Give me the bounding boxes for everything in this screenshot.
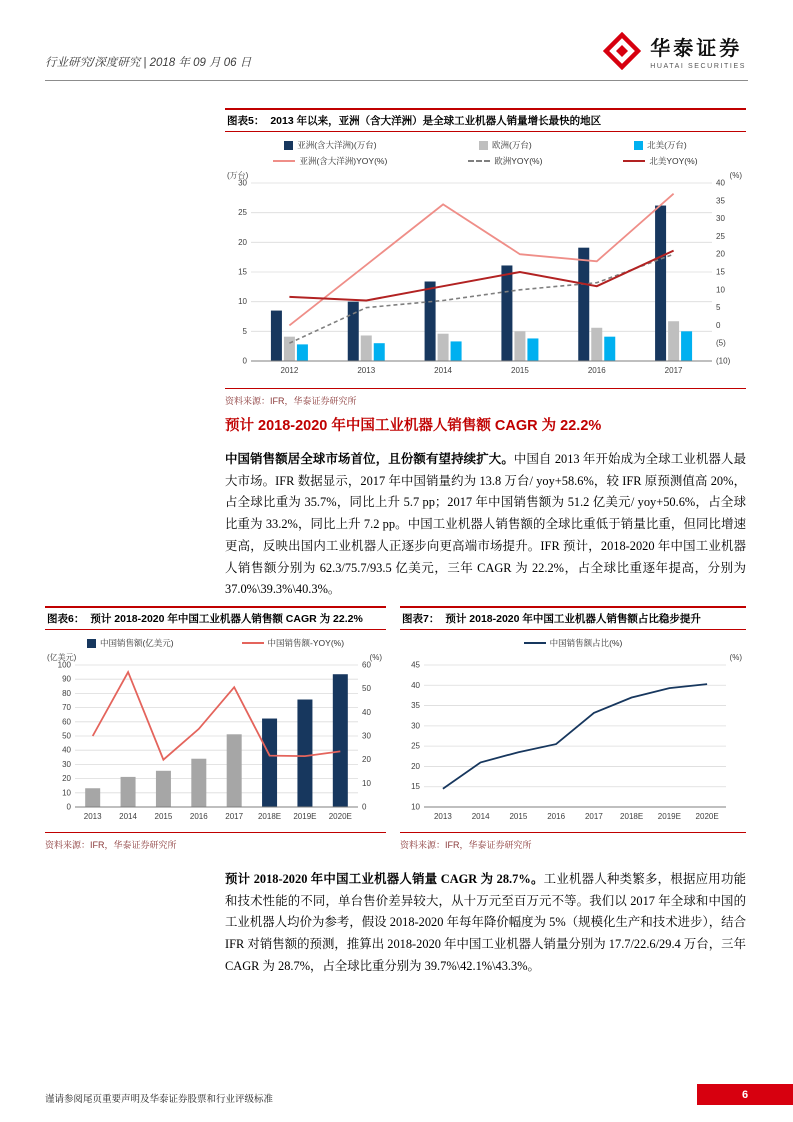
bar-series-0 (333, 674, 348, 807)
bar-series-0 (425, 281, 436, 361)
bar-series-0 (85, 788, 100, 807)
x-tick: 2019E (657, 812, 681, 821)
y-right-tick: 40 (362, 707, 371, 717)
x-tick: 2013 (357, 366, 376, 375)
figure5-caption-label: 图表5： (227, 115, 265, 127)
chart6-legend (45, 635, 386, 651)
figure-6 (45, 606, 386, 851)
bar-series-2 (451, 341, 462, 361)
bar-series-0 (121, 777, 136, 807)
legend-item (634, 139, 687, 151)
y-left-tick: 80 (62, 688, 71, 698)
figure-7 (400, 606, 746, 851)
x-tick: 2014 (471, 812, 490, 821)
legend-item (468, 155, 542, 167)
paragraph-volume-lead: 预计 2018-2020 年中国工业机器人销量 CAGR 为 28.7%。 (225, 872, 544, 886)
y-right-axis-label: (%) (369, 653, 382, 662)
x-tick: 2013 (83, 812, 102, 821)
paragraph-sales-lead: 中国销售额居全球市场首位，且份额有望持续扩大。 (225, 452, 514, 466)
legend-line-swatch-icon (524, 642, 546, 644)
y-right-tick: 40 (716, 178, 725, 188)
bar-series-1 (668, 321, 679, 361)
legend-label: 中国销售额占比(%) (549, 638, 623, 648)
brand-logo (603, 32, 746, 70)
chart6-plot (45, 651, 384, 825)
x-tick: 2019E (293, 812, 317, 821)
y-left-tick: 0 (66, 802, 71, 812)
legend-label: 中国销售额-YOY(%) (267, 638, 345, 648)
figure7-caption-label: 图表7： (402, 613, 440, 625)
chart7-plot (400, 651, 744, 825)
legend-item (242, 637, 345, 649)
y-left-tick: 20 (238, 237, 247, 247)
y-left-tick: 90 (62, 674, 71, 684)
bar-series-1 (514, 331, 525, 361)
figure5-caption (225, 108, 746, 132)
bar-series-1 (438, 334, 449, 361)
brand-text (650, 32, 746, 70)
y-left-axis-label: (亿美元) (47, 653, 77, 662)
x-tick: 2016 (587, 366, 606, 375)
y-left-tick: 45 (411, 660, 420, 670)
section-heading-sales-cagr: 预计 2018-2020 年中国工业机器人销售额 CAGR 为 22.2% (225, 418, 602, 434)
legend-item (479, 139, 532, 151)
figure6-caption-label: 图表6： (47, 613, 85, 625)
bar-series-1 (361, 335, 372, 361)
bar-series-2 (374, 343, 385, 361)
x-tick: 2018E (620, 812, 644, 821)
y-left-tick: 60 (62, 717, 71, 727)
legend-label: 欧洲YOY(%) (494, 156, 543, 166)
bar-series-2 (527, 338, 538, 361)
x-tick: 2015 (509, 812, 528, 821)
x-tick: 2017 (584, 812, 603, 821)
y-left-tick: 15 (411, 782, 420, 792)
y-left-tick: 25 (238, 208, 247, 218)
figure7-caption (400, 606, 746, 630)
bar-series-0 (655, 206, 666, 361)
figure6-caption-text: 预计 2018-2020 年中国工业机器人销售额 CAGR 为 22.2% (90, 613, 363, 625)
y-left-tick: 30 (411, 721, 420, 731)
y-left-tick: 30 (62, 759, 71, 769)
y-right-tick: 30 (362, 731, 371, 741)
x-tick: 2015 (511, 366, 529, 375)
x-tick: 2015 (154, 812, 173, 821)
figure5-source: 资料来源：IFR，华泰证券研究所 (225, 396, 357, 406)
bar-series-0 (348, 302, 359, 361)
x-tick: 2017 (664, 366, 683, 375)
y-left-tick: 50 (62, 731, 71, 741)
y-left-tick: 40 (62, 745, 71, 755)
x-tick: 2016 (547, 812, 566, 821)
y-left-tick: 35 (411, 701, 420, 711)
y-left-axis-label: (万台) (227, 171, 249, 180)
legend-label: 北美(万台) (647, 140, 687, 150)
y-right-axis-label: (%) (729, 653, 742, 662)
legend-item (87, 637, 174, 649)
figure6-caption (45, 606, 386, 630)
line-series-0 (289, 194, 673, 326)
bar-series-0 (501, 265, 512, 361)
figure7-caption-text: 预计 2018-2020 年中国工业机器人销售额占比稳步提升 (445, 613, 701, 625)
y-left-tick: 25 (411, 741, 420, 751)
figure7-body (400, 630, 746, 833)
y-left-tick: 10 (62, 788, 71, 798)
y-right-tick: 25 (716, 231, 725, 241)
y-left-tick: 15 (238, 267, 247, 277)
bar-series-1 (284, 337, 295, 361)
header-separator: | (143, 57, 147, 69)
bar-series-1 (591, 328, 602, 361)
y-right-tick: 50 (362, 684, 371, 694)
y-right-tick: 30 (716, 214, 725, 224)
x-tick: 2017 (225, 812, 244, 821)
paragraph-volume (225, 869, 746, 978)
paragraph-sales (225, 449, 746, 601)
report-category: 行业研究/深度研究 (45, 57, 141, 69)
y-right-tick: 0 (362, 802, 367, 812)
y-right-tick: 35 (716, 196, 725, 206)
legend-label: 北美YOY(%) (649, 156, 698, 166)
legend-line-swatch-icon (273, 160, 295, 162)
y-left-tick: 100 (57, 660, 71, 670)
y-left-tick: 5 (242, 326, 247, 336)
legend-item (623, 155, 697, 167)
y-left-tick: 10 (238, 297, 247, 307)
line-series-0 (443, 684, 707, 789)
bar-series-0 (297, 700, 312, 807)
x-tick: 2020E (695, 812, 719, 821)
legend-bar-swatch-icon (87, 639, 96, 648)
y-left-tick: 10 (411, 802, 420, 812)
legend-label: 中国销售额(亿美元) (99, 638, 174, 648)
footer-disclaimer: 谨请参阅尾页重要声明及华泰证券股票和行业评级标准 (45, 1094, 274, 1105)
paragraph-sales-body: 中国自 2013 年开始成为全球工业机器人最大市场。IFR 数据显示，2017 年中国销量约为 13.8 万台/ yoy+58.6%，较 IFR 原预测值高 20%，占全球比重为 35.7%，同比上升 5.7 pp；2017 年中国销售额为 51.2 亿美元/ yoy+50.6%，占全球比重为 33.2%，同比上升 7.2 pp。中国工业机器人销售额的全球比重低于销量比重，但同比增速更高，反映出国内工业机器人正逐步向更高端市场提升。IFR 预计，2018-2020 年中国工业机器人销售额分别为 62.3/75.7/93.5 亿美元，三年 CAGR 为 22.2%，占全球比重逐年提高，分别为 37.0%\39.3%\40.3%。 (225, 452, 746, 597)
figure6-source: 资料来源：IFR，华泰证券研究所 (45, 840, 177, 850)
y-left-tick: 30 (238, 178, 247, 188)
x-tick: 2014 (434, 366, 452, 375)
page-number-badge (697, 1084, 793, 1105)
legend-label: 亚洲(含大洋洲)(万台) (297, 140, 377, 150)
y-left-tick: 70 (62, 703, 71, 713)
bar-series-0 (271, 311, 282, 361)
legend-bar-swatch-icon (479, 141, 488, 150)
y-right-tick: 60 (362, 660, 371, 670)
chart5-legend (225, 137, 746, 169)
legend-line-swatch-icon (468, 160, 490, 162)
report-date: 2018 年 09 月 06 日 (149, 57, 252, 69)
y-right-tick: 5 (716, 303, 721, 313)
y-left-tick: 0 (242, 356, 247, 366)
figure5-body (225, 132, 746, 389)
legend-label: 欧洲(万台) (491, 140, 532, 150)
bar-series-0 (156, 771, 171, 807)
y-right-tick: 20 (716, 249, 725, 259)
huatai-logo-icon (603, 32, 641, 70)
y-left-tick: 40 (411, 680, 420, 690)
legend-row (225, 153, 746, 169)
y-right-tick: 0 (716, 320, 721, 330)
chart5-plot (225, 169, 744, 381)
paragraph-volume-body: 工业机器人种类繁多，根据应用功能和技术性能的不同，单台售价差异较大，从十万元至百万元不等。我们以 2017 年全球和中国的工业机器人均价为参考，假设 2018-2020 年每年降价幅度为 5%（规模化生产和技术进步），结合 IFR 对销售额的预测，推算出 2018-2020 年中国工业机器人销量分别为 17.7/22.6/29.4 万台，三年 CAGR 为 28.7%，占全球比重分别为 39.7%\42.1%\43.3%。 (225, 872, 747, 973)
legend-label: 亚洲(含大洋洲)YOY(%) (299, 156, 388, 166)
bar-series-0 (578, 248, 589, 361)
page-number: 6 (741, 1088, 749, 1101)
legend-row (225, 137, 746, 153)
legend-bar-swatch-icon (634, 141, 643, 150)
legend-item (273, 155, 387, 167)
legend-line-swatch-icon (242, 642, 264, 644)
legend-item (284, 139, 376, 151)
report-category-date (45, 54, 251, 70)
figure-5 (225, 108, 746, 407)
x-tick: 2014 (119, 812, 137, 821)
x-tick: 2016 (189, 812, 208, 821)
bar-series-0 (227, 734, 242, 807)
x-tick: 2013 (433, 812, 452, 821)
figure5-caption-text: 2013 年以来，亚洲（含大洋洲）是全球工业机器人销量增长最快的地区 (270, 115, 602, 127)
brand-name-en: HUATAI SECURITIES (650, 63, 746, 70)
brand-name-cn: 华泰证券 (650, 38, 743, 60)
legend-bar-swatch-icon (284, 141, 293, 150)
bar-series-0 (191, 759, 206, 807)
figure6-body (45, 630, 386, 833)
chart7-legend (400, 635, 746, 651)
bar-series-2 (681, 331, 692, 361)
legend-row (45, 635, 386, 651)
y-right-tick: 15 (716, 267, 725, 277)
y-left-tick: 20 (62, 774, 71, 784)
y-right-tick: (5) (716, 338, 726, 348)
y-right-axis-label: (%) (729, 171, 742, 180)
bar-series-2 (297, 344, 308, 361)
y-right-tick: 10 (716, 285, 725, 295)
x-tick: 2018E (257, 812, 282, 821)
legend-row (400, 635, 746, 651)
bar-series-2 (604, 337, 615, 361)
legend-line-swatch-icon (623, 160, 645, 162)
y-right-tick: 20 (362, 755, 371, 765)
x-tick: 2020E (328, 812, 352, 821)
x-tick: 2012 (280, 366, 299, 375)
legend-item (524, 637, 623, 649)
figure7-source: 资料来源：IFR，华泰证券研究所 (400, 840, 532, 850)
y-right-tick: (10) (716, 356, 731, 366)
y-left-tick: 20 (411, 761, 420, 771)
header-divider (45, 80, 748, 81)
bar-series-0 (262, 719, 277, 807)
y-right-tick: 10 (362, 778, 371, 788)
